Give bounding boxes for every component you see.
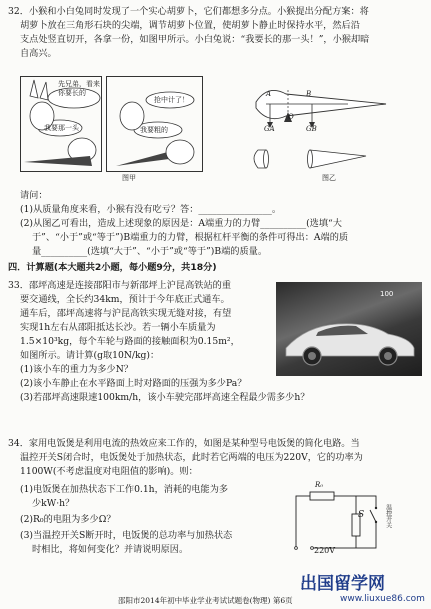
q34-line-2: 温控开关S闭合时，电饭煲处于加热状态，此时若它两端的电压为220V，它的功率为 xyxy=(20,452,363,463)
q33-sub-1: (1)该小车的重力为多少N？ xyxy=(20,364,133,375)
section-4-heading: 四．计算题(本大题共2小题，每小题9分，共18分) xyxy=(8,262,217,273)
q32-line-4: 自高兴。 xyxy=(20,48,57,59)
label-b: B xyxy=(306,90,312,98)
q33-line-6: 如图所示。请计算(g取10N/kg)： xyxy=(20,350,160,361)
car-photo xyxy=(276,282,422,376)
q33-line-3: 通车后，邵坪高速将与沪昆高铁实现无缝对接，有望 xyxy=(20,308,232,319)
label-ga: GA xyxy=(264,125,275,133)
q33-line-2: 要交通线，全长约34km，预计于今年底正式通车。 xyxy=(20,294,230,305)
q34-sub-2: (2)R₀的电阻为多少Ω？ xyxy=(20,514,116,525)
bubble-1: 先兄弟，看来 你要长的 xyxy=(58,80,100,97)
bubble-2: 我要那一头 xyxy=(44,124,79,132)
cartoon-drawing xyxy=(20,76,201,170)
bubble-3: 抢中计了！ xyxy=(154,96,189,104)
q32-line-3: 支点处竖直切开，各拿一份，如图甲所示。小白兔说：“我要长的那一头！”，小猴却暗 xyxy=(20,34,370,45)
q34-line-1: 34．家用电饭煲是利用电流的热效应来工作的，如图是某种型号电饭煲的简化电路。当 xyxy=(8,438,360,449)
q33-line-1: 33．邵坪高速是连接邵阳市与新邵坪上沪昆高铁站的重 xyxy=(8,280,232,291)
watermark-brand: 出国留学网 xyxy=(300,574,385,594)
q32-sub-2-end: 量__________(选填“大于”、“小于”或“等于”)B端的质量。 xyxy=(32,246,268,257)
watermark-url: www.liuxue86.com xyxy=(340,594,425,604)
q34-line-3: 1100W(不考虑温度对电阻值的影响)。则： xyxy=(20,466,198,477)
label-o: O xyxy=(288,113,294,121)
voltage-label: 220V xyxy=(314,546,336,555)
q33-sub-2: (2)该小车静止在水平路面上时对路面的压强为多少Pa？ xyxy=(20,378,247,389)
q33-sub-3: (3)若邵坪高速限速100km/h，该小车驶完邵坪高速全程最少需多少h？ xyxy=(20,392,310,403)
q34-sub-3: (3)当温控开关S断开时，电饭煲的总功率与加热状态 xyxy=(20,530,233,541)
label-gb: GB xyxy=(306,125,317,133)
q32-line-1: 32．小猴和小白兔同时发现了一个实心胡萝卜，它们都想多分点。小猴提出分配方案：将 xyxy=(8,6,369,17)
label-a: A xyxy=(266,90,272,98)
q32-ask: 请问： xyxy=(20,190,48,201)
q34-sub-1: (1)电饭煲在加热状态下工作0.1h，消耗的电能为多 xyxy=(20,484,229,495)
q32-sub-2: (2)从图乙可看出，造成上述现象的原因是：A端重力的力臂__________(选填“大 xyxy=(20,218,342,229)
q32-line-2: 胡萝卜放在三角形石块的尖端，调节胡萝卜位置，使胡萝卜静止时保持水平，然后沿 xyxy=(20,20,360,31)
q32-sub-2-cont: 于”、“小于”或“等于”)B端重力的力臂，根据杠杆平衡的条件可得出：A端的质 xyxy=(32,232,349,243)
q33-line-5: 1.5×10³kg，每个车轮与路面的接触面积为0.15m²， xyxy=(20,336,240,347)
switch-s-label: S xyxy=(358,510,365,520)
resistor-r0-label: R₀ xyxy=(315,481,324,489)
q34-sub-3-cont: 时相比，将如何变化？并请说明原因。 xyxy=(32,544,189,555)
figure-a-caption: 图甲 xyxy=(122,174,136,182)
bubble-4: 我要粗的 xyxy=(140,126,168,134)
speed-sign-label: 100 xyxy=(380,290,394,298)
q32-sub-1: (1)从质量角度来看，小猴有没有吃亏？答：________________。 xyxy=(20,204,282,215)
page-footer: 邵阳市2014年初中毕业学业考试试题卷(物理) 第6页 xyxy=(118,596,293,605)
q33-line-4: 实现1h左右从邵阳抵达长沙。若一辆小车质量为 xyxy=(20,322,216,333)
q34-sub-1-cont: 少kW·h？ xyxy=(32,498,75,509)
switch-note: 温控开关 xyxy=(384,504,392,528)
figure-b-caption: 图乙 xyxy=(322,174,336,182)
